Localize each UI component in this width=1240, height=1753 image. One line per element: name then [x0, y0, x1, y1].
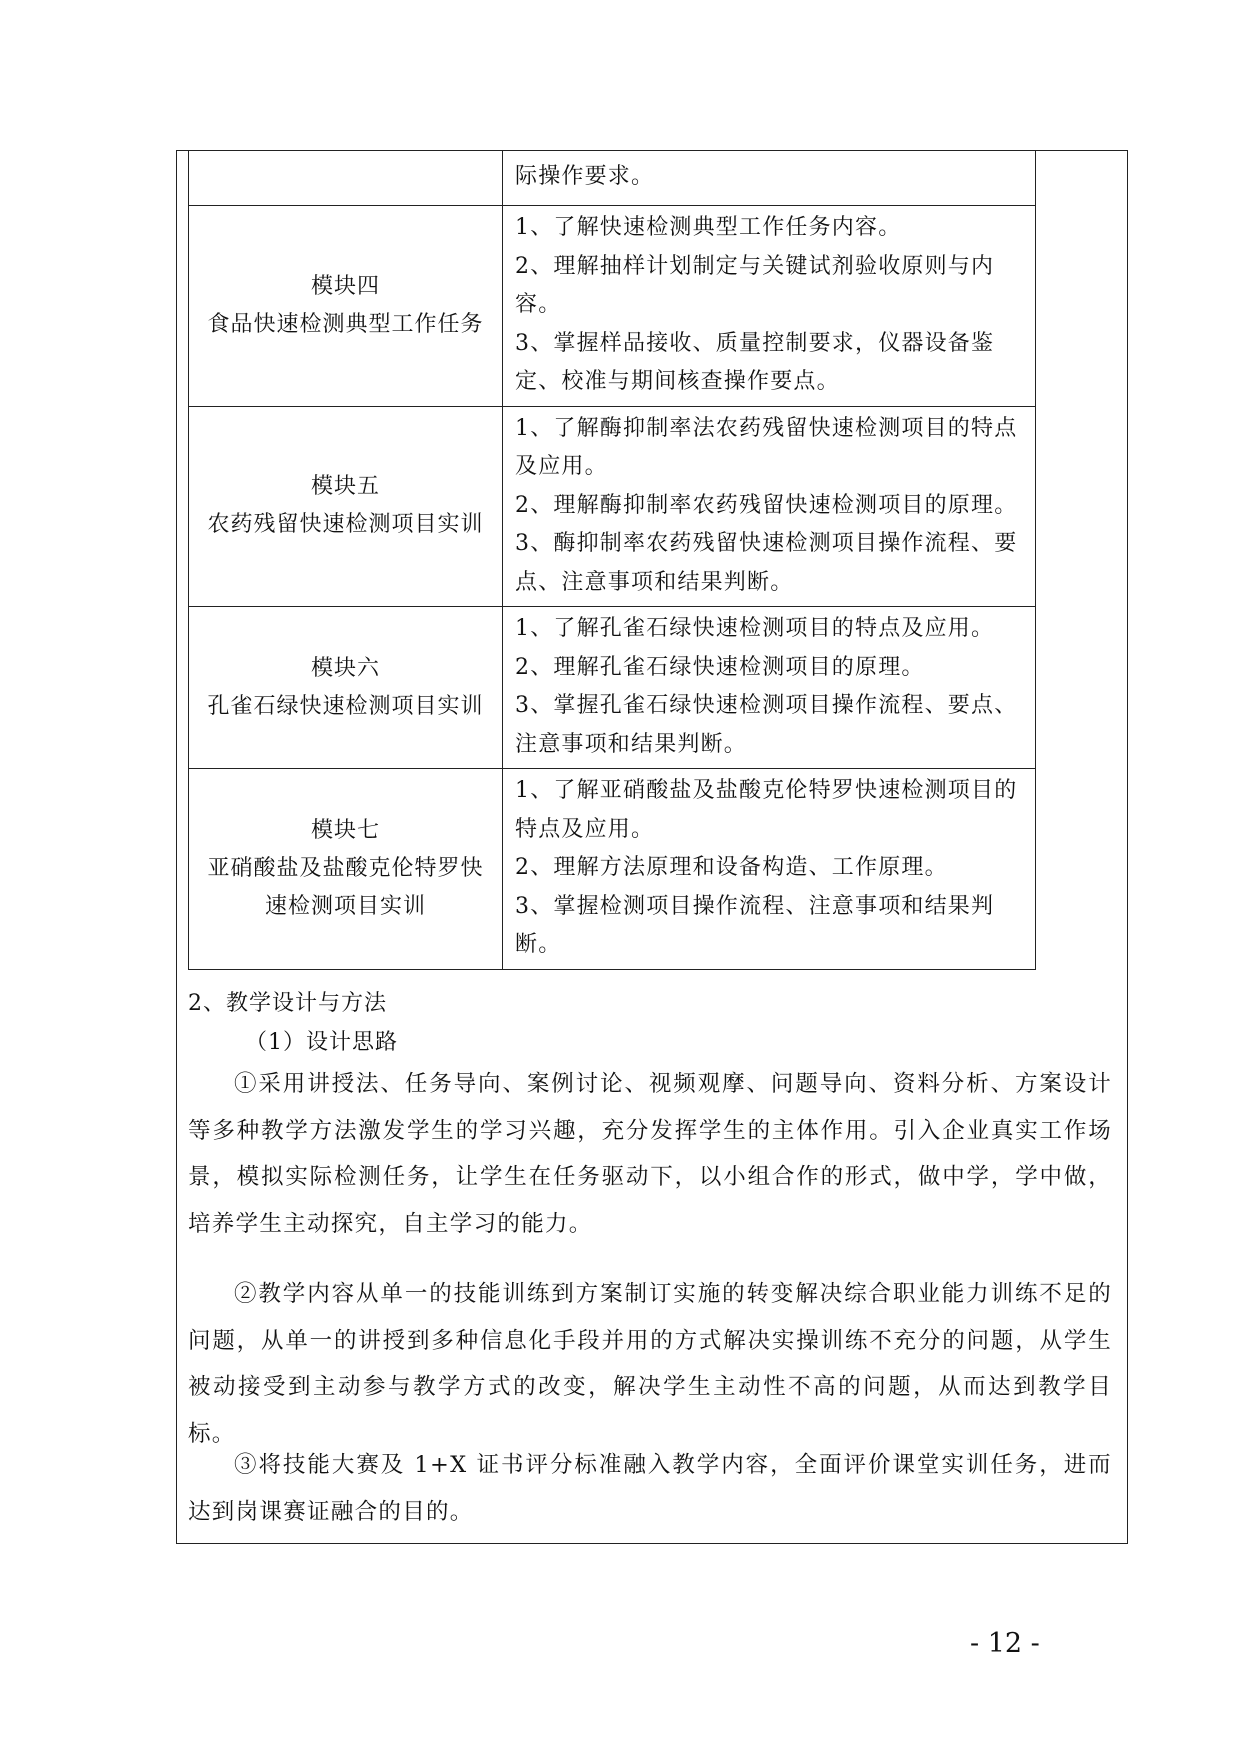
- module-objectives: [503, 206, 1036, 407]
- module-name: 食品快速检测典型工作任务: [207, 311, 484, 337]
- objective-item: 2、理解孔雀石绿快速检测项目的原理。: [515, 654, 925, 680]
- objective-item: 3、掌握检测项目操作流程、注意事项和结果判断。: [515, 893, 995, 957]
- objective-item: 2、理解方法原理和设备构造、工作原理。: [515, 855, 948, 880]
- module-label: 模块五: [310, 474, 380, 500]
- objective-item: 1、了解酶抑制率法农药残留快速检测项目的特点及应用。: [515, 415, 1018, 479]
- paragraph: ①采用讲授法、任务导向、案例讨论、视频观摩、问题导向、资料分析、方案设计等多种教学方法激发学生的学习兴趣，充分发挥学生的主体作用。引入企业真实工作场景，模拟实际检测任务，让学生在任务驱动下，以小组合作的形式，做中学，学中做，培养学生主动探究，自主学习的能力。: [188, 1071, 1112, 1237]
- module-objectives: [503, 151, 1036, 206]
- module-objectives: [503, 769, 1036, 970]
- objective-item: 1、了解孔雀石绿快速检测项目的特点及应用。: [515, 616, 995, 641]
- module-label: 模块六: [310, 655, 380, 681]
- module-cell: [189, 607, 503, 769]
- module-cell: [189, 406, 503, 607]
- module-label: 模块四: [310, 273, 380, 299]
- objective-item: 3、掌握样品接收、质量控制要求，仪器设备鉴定、校准与期间核查操作要点。: [515, 330, 995, 394]
- module-objectives: [503, 607, 1036, 769]
- module-cell: [189, 206, 503, 407]
- module-cell: [189, 769, 503, 970]
- objective-item: 3、掌握孔雀石绿快速检测项目操作流程、要点、注意事项和结果判断。: [515, 693, 1018, 757]
- objective-item: 1、了解快速检测典型工作任务内容。: [515, 215, 902, 240]
- paragraph: ③将技能大赛及 1+X 证书评分标准融入教学内容，全面评价课堂实训任务，进而达到岗课赛证融合的目的。: [188, 1452, 1112, 1525]
- module-label: 模块七: [310, 817, 380, 843]
- table-row: [189, 769, 1036, 970]
- table-row: [189, 607, 1036, 769]
- objective-item: 1、了解亚硝酸盐及盐酸克伦特罗快速检测项目的特点及应用。: [515, 778, 1018, 842]
- module-cell: [189, 151, 503, 206]
- section-subtitle: （1）设计思路: [245, 1030, 398, 1055]
- module-objectives: [503, 406, 1036, 607]
- paragraph: ②教学内容从单一的技能训练到方案制订实施的转变解决综合职业能力训练不足的问题，从单一的讲授到多种信息化手段并用的方式解决实操训练不充分的问题，从学生被动接受到主动参与教学方式的改变，解决学生主动性不高的问题，从而达到教学目标。: [188, 1281, 1112, 1447]
- section-title: 2、教学设计与方法: [188, 991, 387, 1016]
- module-name: 孔雀石绿快速检测项目实训: [207, 693, 484, 719]
- objective-item: 际操作要求。: [515, 164, 655, 190]
- module-name: 农药残留快速检测项目实训: [207, 512, 484, 538]
- table-row: [189, 151, 1036, 206]
- objective-item: 2、理解酶抑制率农药残留快速检测项目的原理。: [515, 492, 1018, 518]
- table-row: [189, 206, 1036, 407]
- module-name: 亚硝酸盐及盐酸克伦特罗快速检测项目实训: [207, 855, 484, 919]
- page-number: - 12 -: [970, 1628, 1040, 1659]
- module-table: [188, 150, 1036, 970]
- table-row: [189, 406, 1036, 607]
- objective-item: 3、酶抑制率农药残留快速检测项目操作流程、要点、注意事项和结果判断。: [515, 531, 1018, 595]
- objective-item: 2、理解抽样计划制定与关键试剂验收原则与内容。: [515, 253, 995, 317]
